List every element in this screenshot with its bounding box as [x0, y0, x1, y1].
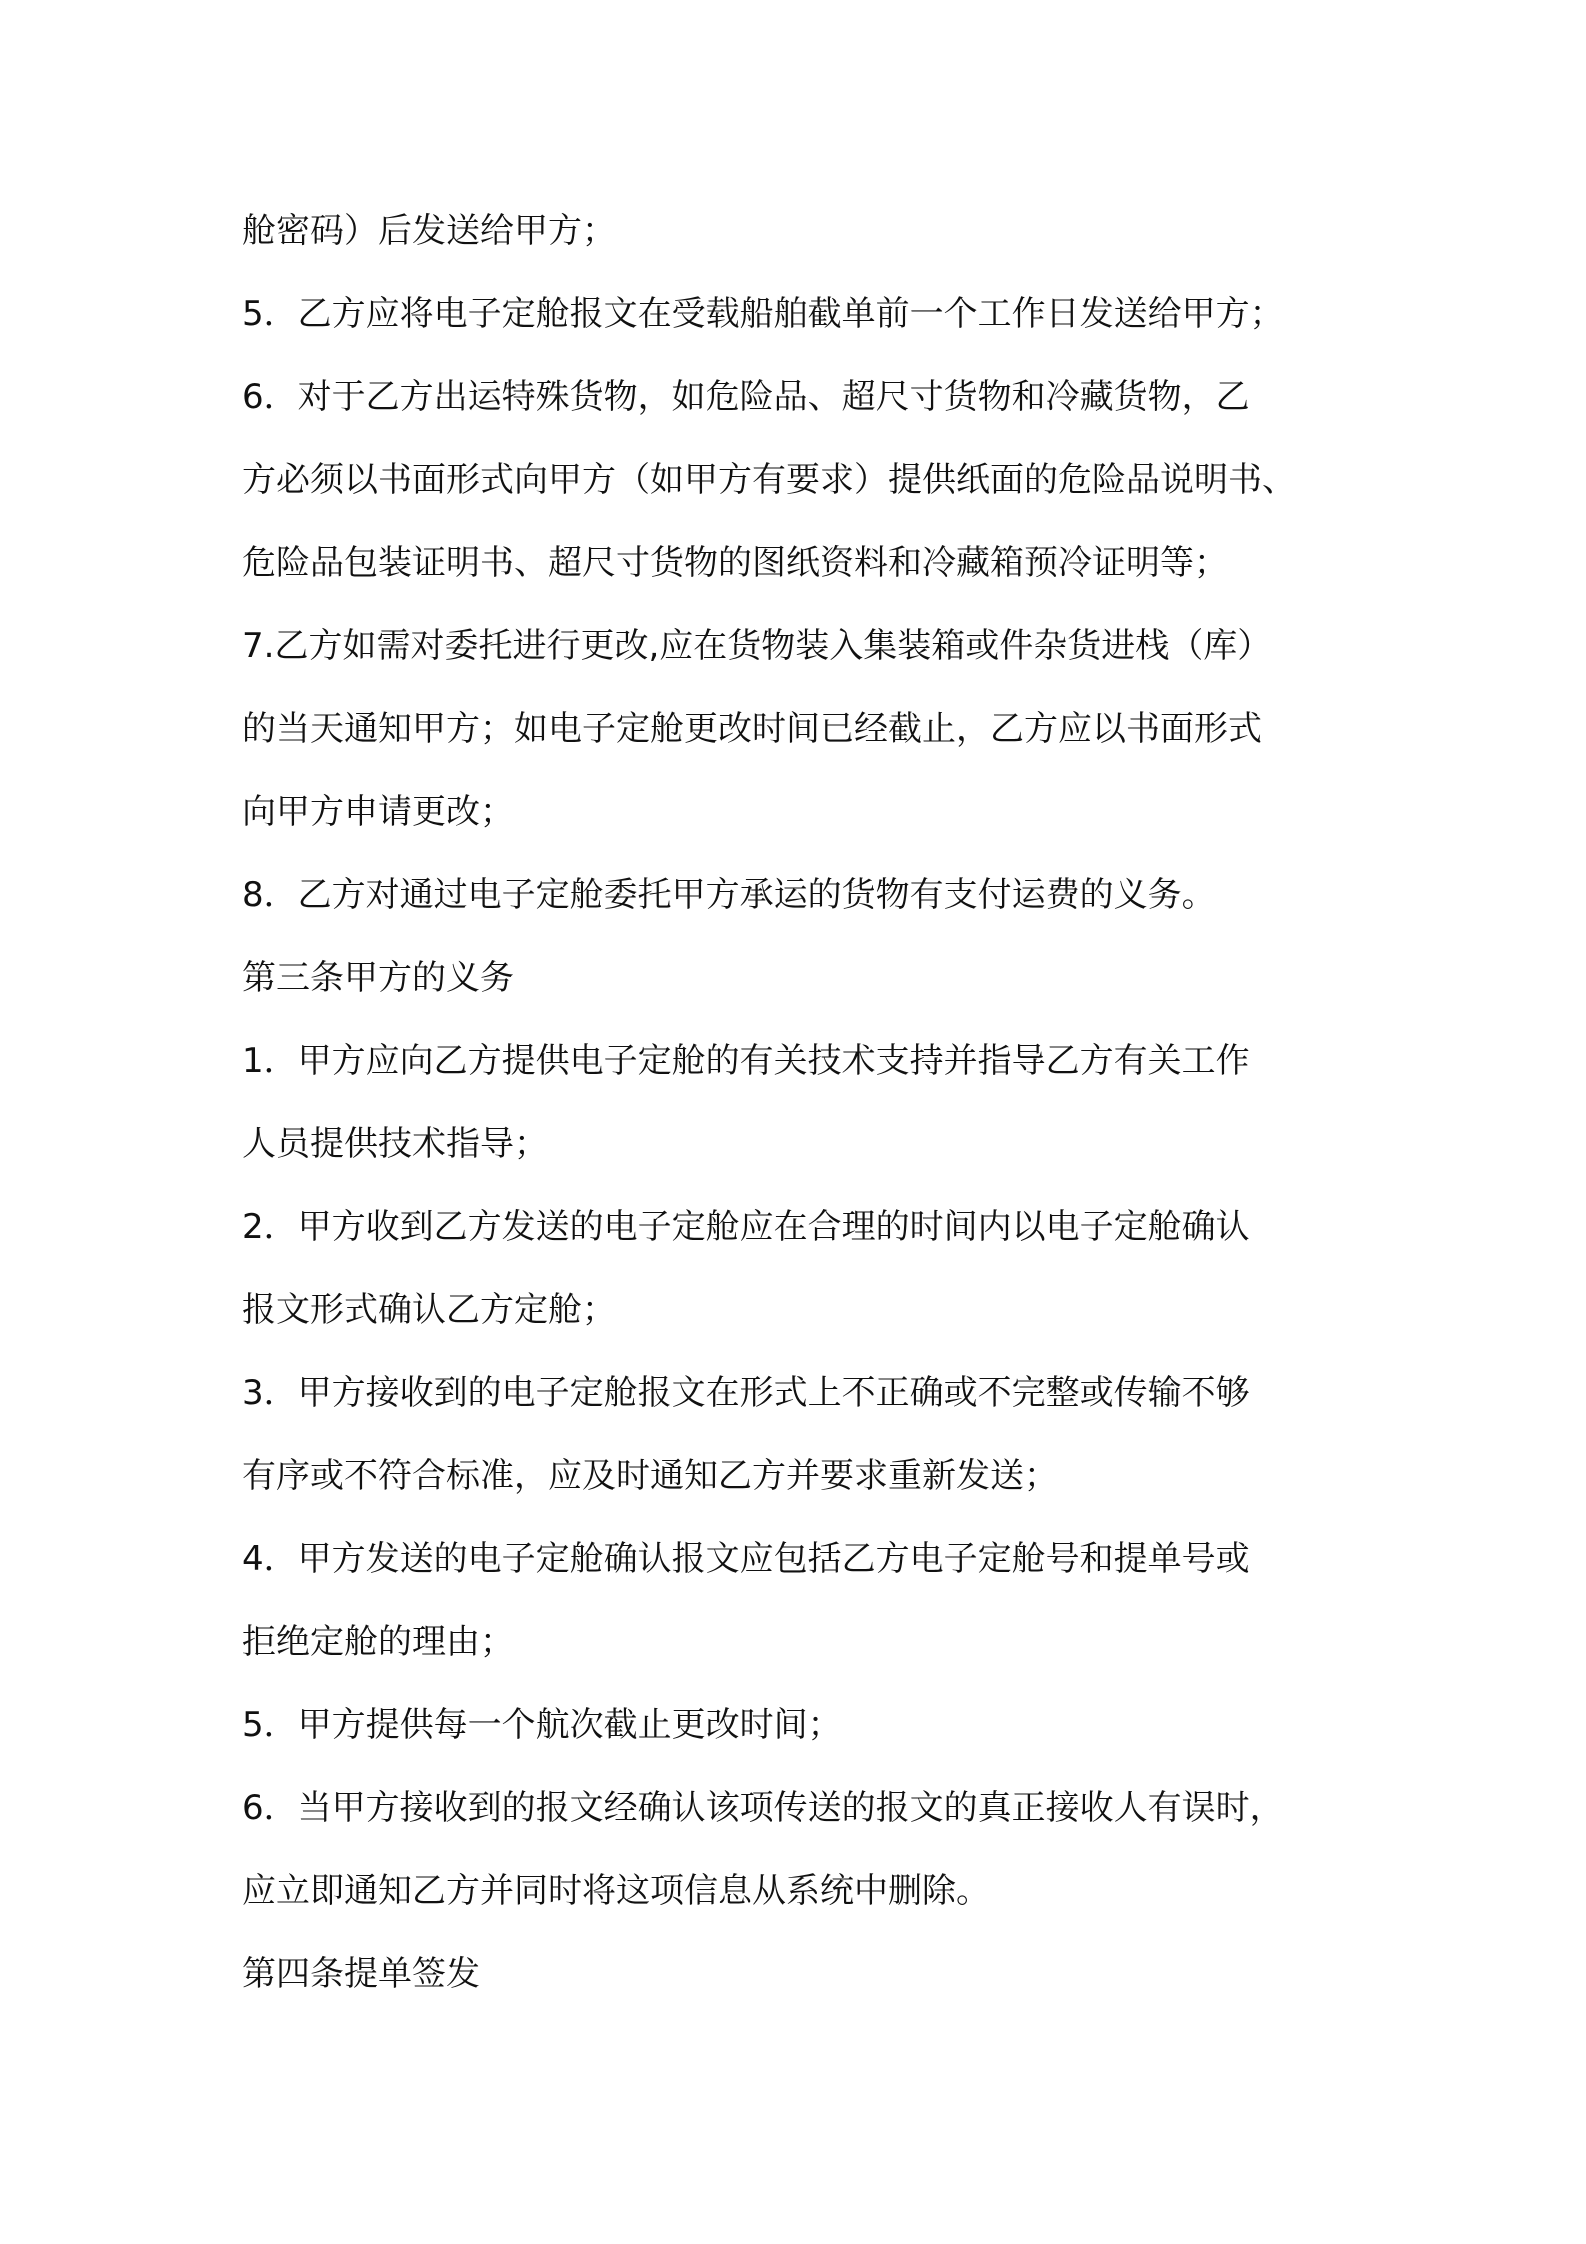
text-line: 方必须以书面形式向甲方（如甲方有要求）提供纸面的危险品说明书、: [242, 460, 1296, 500]
clause-item: 1．甲方应向乙方提供电子定舱的有关技术支持并指导乙方有关工作: [242, 1041, 1250, 1081]
text-line: 报文形式确认乙方定舱；: [242, 1290, 616, 1330]
text-line: 的当天通知甲方；如电子定舱更改时间已经截止，乙方应以书面形式: [242, 709, 1262, 749]
clause-item: 5．乙方应将电子定舱报文在受载船舶截单前一个工作日发送给甲方；: [242, 294, 1284, 334]
clause-item: 6．当甲方接收到的报文经确认该项传送的报文的真正接收人有误时，: [242, 1788, 1284, 1828]
text-line: 应立即通知乙方并同时将这项信息从系统中删除。: [242, 1871, 990, 1911]
clause-item: 5．甲方提供每一个航次截止更改时间；: [242, 1705, 842, 1745]
text-line: 向甲方申请更改；: [242, 792, 514, 832]
section-heading: 第三条甲方的义务: [242, 958, 514, 998]
text-line: 舱密码）后发送给甲方；: [242, 211, 616, 251]
clause-item: 6．对于乙方出运特殊货物，如危险品、超尺寸货物和冷藏货物，乙: [242, 377, 1250, 417]
clause-item: 2．甲方收到乙方发送的电子定舱应在合理的时间内以电子定舱确认: [242, 1207, 1250, 1247]
section-heading: 第四条提单签发: [242, 1954, 480, 1994]
clause-item: 3．甲方接收到的电子定舱报文在形式上不正确或不完整或传输不够: [242, 1373, 1250, 1413]
document-body: [242, 190, 1372, 2016]
text-line: 拒绝定舱的理由；: [242, 1622, 514, 1662]
text-line: 危险品包装证明书、超尺寸货物的图纸资料和冷藏箱预冷证明等；: [242, 543, 1228, 583]
clause-item: 7.乙方如需对委托进行更改,应在货物装入集装箱或件杂货进栈（库）: [242, 626, 1272, 666]
clause-item: 4．甲方发送的电子定舱确认报文应包括乙方电子定舱号和提单号或: [242, 1539, 1250, 1579]
text-line: 有序或不符合标准，应及时通知乙方并要求重新发送；: [242, 1456, 1058, 1496]
text-line: 人员提供技术指导；: [242, 1124, 548, 1164]
clause-item: 8．乙方对通过电子定舱委托甲方承运的货物有支付运费的义务。: [242, 875, 1216, 915]
